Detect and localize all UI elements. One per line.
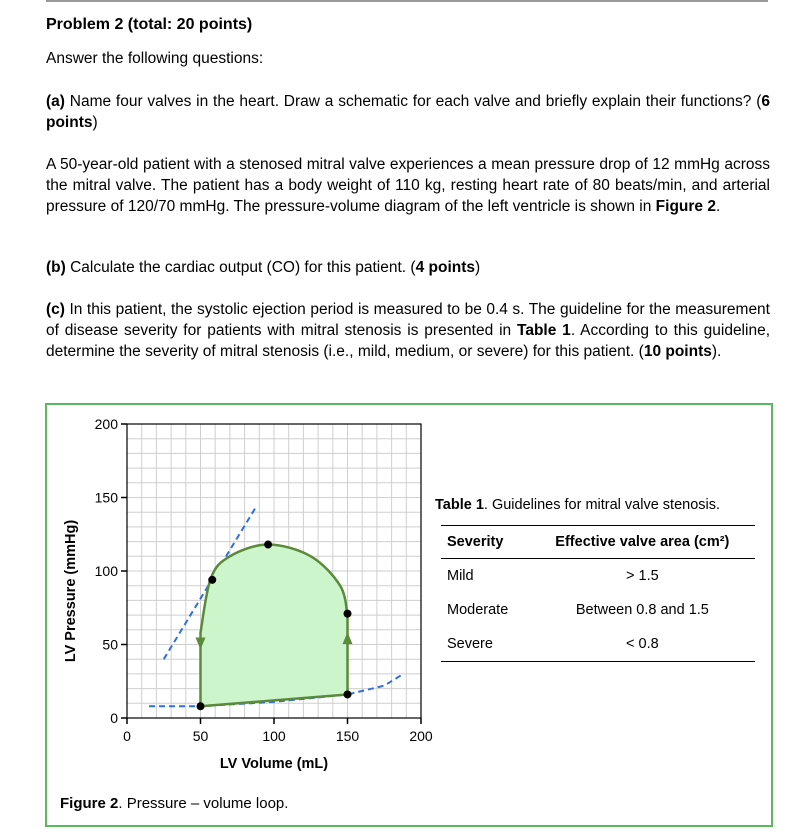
table-caption: Table 1. Guidelines for mitral valve stenosis. xyxy=(435,497,721,513)
table-row xyxy=(441,627,755,662)
x-tick-label: 0 xyxy=(123,728,131,744)
severity-cell: Mild xyxy=(447,568,474,584)
x-tick-label: 50 xyxy=(192,728,209,744)
header-severity: Severity xyxy=(441,526,530,559)
problem-title: Problem 2 (total: 20 points) xyxy=(46,16,253,33)
case-description: A 50-year-old patient with a stenosed mitral valve experiences a mean pressure drop of 12 mmHg across the mitral valve. The patient has a body weight of 110 kg, resting heart rate of 80 beats/min, and arterial pressure of 120/70 mmHg. The pressure-volume diagram of the left ventricle is shown in Figure 2. xyxy=(46,156,770,215)
table-header-row xyxy=(441,526,755,559)
severity-cell: Severe xyxy=(441,627,530,662)
valve-area-cell: < 0.8 xyxy=(530,627,755,662)
question-b: (b) Calculate the cardiac output (CO) for this patient. (4 points) xyxy=(46,259,481,276)
pv-point xyxy=(197,702,205,710)
figure-box xyxy=(45,403,773,827)
x-tick-label: 100 xyxy=(262,728,286,744)
pv-point xyxy=(344,690,352,698)
table-row xyxy=(441,593,755,627)
x-tick-label: 150 xyxy=(335,728,360,744)
y-tick-label: 150 xyxy=(94,489,118,506)
y-axis-label: LV Pressure (mmHg) xyxy=(63,519,79,663)
figure-caption: Figure 2. Pressure – volume loop. xyxy=(60,795,289,812)
severity-cell: Moderate xyxy=(447,602,509,618)
header-valve-area: Effective valve area (cm²) xyxy=(530,526,755,559)
pv-loop xyxy=(201,545,348,707)
y-tick-label: 0 xyxy=(110,710,118,726)
pv-point xyxy=(344,610,352,618)
pv-point xyxy=(264,541,272,549)
x-tick-label: 200 xyxy=(409,728,433,744)
question-a: (a) Name four valves in the heart. Draw a schematic for each valve and briefly explain their functions? (6 points) xyxy=(46,93,770,131)
valve-area-cell: Between 0.8 and 1.5 xyxy=(575,602,709,618)
y-tick-label: 50 xyxy=(102,636,118,653)
y-tick-label: 200 xyxy=(94,416,118,432)
severity-table xyxy=(441,525,755,662)
valve-area-cell: > 1.5 xyxy=(626,568,659,584)
y-tick-label: 100 xyxy=(94,563,118,579)
question-c: (c) In this patient, the systolic ejection period is measured to be 0.4 s. The guideline for the measurement of disease severity for patients with mitral stenosis is presented in Table 1. According to this guideline, determine the severity of mitral stenosis (i.e., mild, medium, or severe) for this patient. (10 points). xyxy=(46,301,770,360)
x-axis-label: LV Volume (mL) xyxy=(219,756,329,772)
pv-point xyxy=(208,576,216,584)
top-rule xyxy=(46,0,768,2)
problem-intro: Answer the following questions: xyxy=(46,50,264,67)
table-row xyxy=(441,559,755,594)
